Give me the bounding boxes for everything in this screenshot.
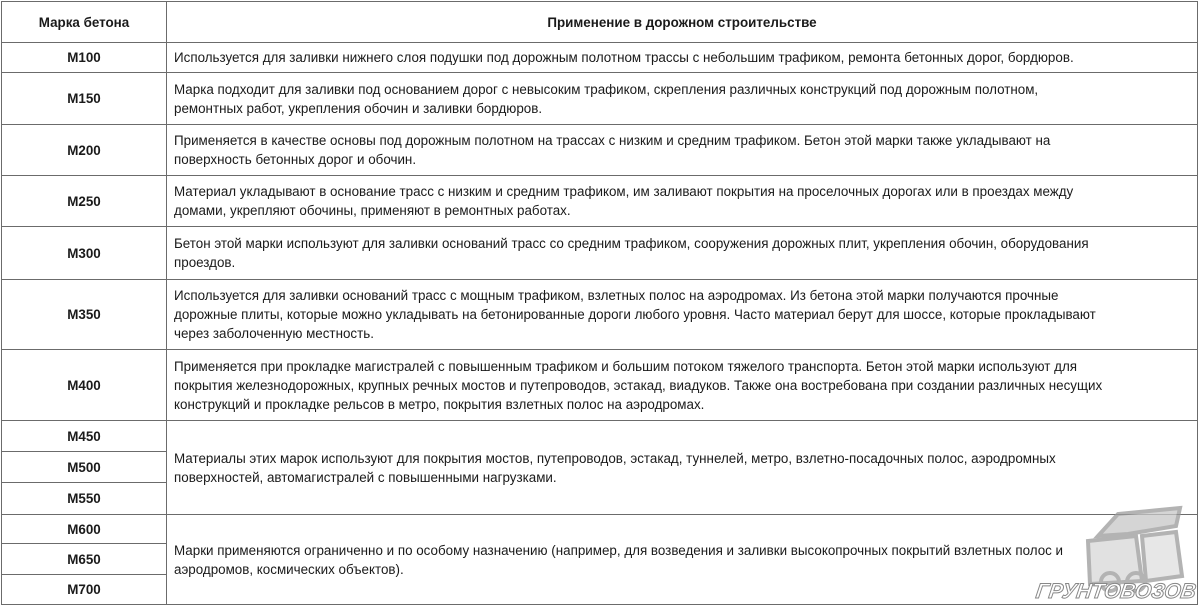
application-line: Материал укладывают в основание трасс с низким и средним трафиком, им заливают покрытия на проселочных дорогах или в проездах между — [174, 184, 1074, 199]
application-line: Материалы этих марок используют для покрытия мостов, путепроводов, эстакад, туннелей, метро, взлетно-посадочных полос, аэродромных — [174, 450, 1056, 466]
application-line: Бетон этой марки используют для заливки оснований трасс со средним трафиком, сооружения дорожных плит, укрепления обочин, оборудования — [174, 236, 1089, 251]
application-line: поверхностей, автомагистралей с повышенными нагрузками. — [174, 469, 557, 485]
grade-cell: М650 — [2, 544, 167, 575]
application-cell — [167, 73, 1198, 125]
grade-cell: М600 — [2, 515, 167, 544]
application-cell — [167, 125, 1198, 176]
grade-cell: М450 — [2, 421, 167, 452]
application-line: домами, укрепляют обочины, применяют в ремонтных работах. — [174, 203, 571, 218]
application-line: через заболоченную местность. — [174, 326, 374, 341]
application-cell — [167, 227, 1198, 280]
table-row — [2, 280, 1198, 350]
application-line: аэродромов, космических объектов). — [174, 561, 404, 577]
grade-cell: М500 — [2, 452, 167, 483]
application-line: Применяется в качестве основы под дорожным полотном на трассах с низким и средним трафиком. Бетон этой марки также укладывают на — [174, 133, 1051, 148]
application-cell — [167, 280, 1198, 350]
application-line: Марки применяются ограниченно и по особому назначению (например, для возведения и заливки высокопрочных покрытий взлетных полос и — [174, 542, 1064, 558]
grade-cell: М100 — [2, 43, 167, 73]
application-line: ремонтных работ, укрепления обочин и заливки бордюров. — [174, 100, 543, 116]
application-line: Используется для заливки оснований трасс с мощным трафиком, взлетных полос на аэродромах. Из бетона этой марки получаются прочные — [174, 288, 1059, 303]
application-line: Используется для заливки нижнего слоя подушки под дорожным полотном трассы с небольшим трафиком, ремонта бетонных дорог, бордюров. — [174, 50, 1074, 65]
grade-cell: М550 — [2, 483, 167, 515]
header-application: Применение в дорожном строительстве — [167, 2, 1198, 43]
grade-cell: М250 — [2, 176, 167, 227]
application-line: дорожные плиты, которые можно укладывать на бетонированные дороги любого уровня. Часто материал берут для шоссе, которые прокладывают — [174, 307, 1096, 322]
table-row — [2, 350, 1198, 421]
application-line: конструкций и прокладке рельсов в метро, покрытия взлетных полос на аэродромах. — [174, 396, 705, 412]
watermark-text: ГРУНТОВОЗОВ — [1034, 580, 1198, 603]
application-cell — [167, 43, 1198, 73]
application-line: поверхность бетонных дорог и обочин. — [174, 152, 417, 167]
application-line: покрытия железнодорожных, крупных речных мостов и путепроводов, эстакад, виадуков. Также она востребована при создании различных несущих — [174, 377, 1103, 393]
grade-cell: М350 — [2, 280, 167, 350]
application-line: Применяется при прокладке магистралей с повышенным трафиком и большим потоком тяжелого транспорта. Бетон этой марки используют для — [174, 358, 1078, 374]
table-row — [2, 73, 1198, 125]
table-row — [2, 176, 1198, 227]
application-cell — [167, 350, 1198, 421]
application-cell — [167, 176, 1198, 227]
table-row — [2, 227, 1198, 280]
header-row — [2, 2, 1198, 43]
table-row — [2, 421, 1198, 452]
table-row — [2, 515, 1198, 544]
application-line: проездов. — [174, 255, 236, 270]
grade-cell: М200 — [2, 125, 167, 176]
application-cell-group — [167, 421, 1198, 515]
table-row — [2, 43, 1198, 73]
grade-cell: М700 — [2, 575, 167, 605]
concrete-grades-table — [1, 1, 1198, 605]
grade-cell: М150 — [2, 73, 167, 125]
application-line: Марка подходит для заливки под основанием дорог с невысоким трафиком, скрепления различных конструкций под дорожным полотном, — [174, 81, 1039, 97]
table-row — [2, 125, 1198, 176]
grade-cell: М400 — [2, 350, 167, 421]
header-grade: Марка бетона — [2, 2, 167, 43]
grade-cell: М300 — [2, 227, 167, 280]
